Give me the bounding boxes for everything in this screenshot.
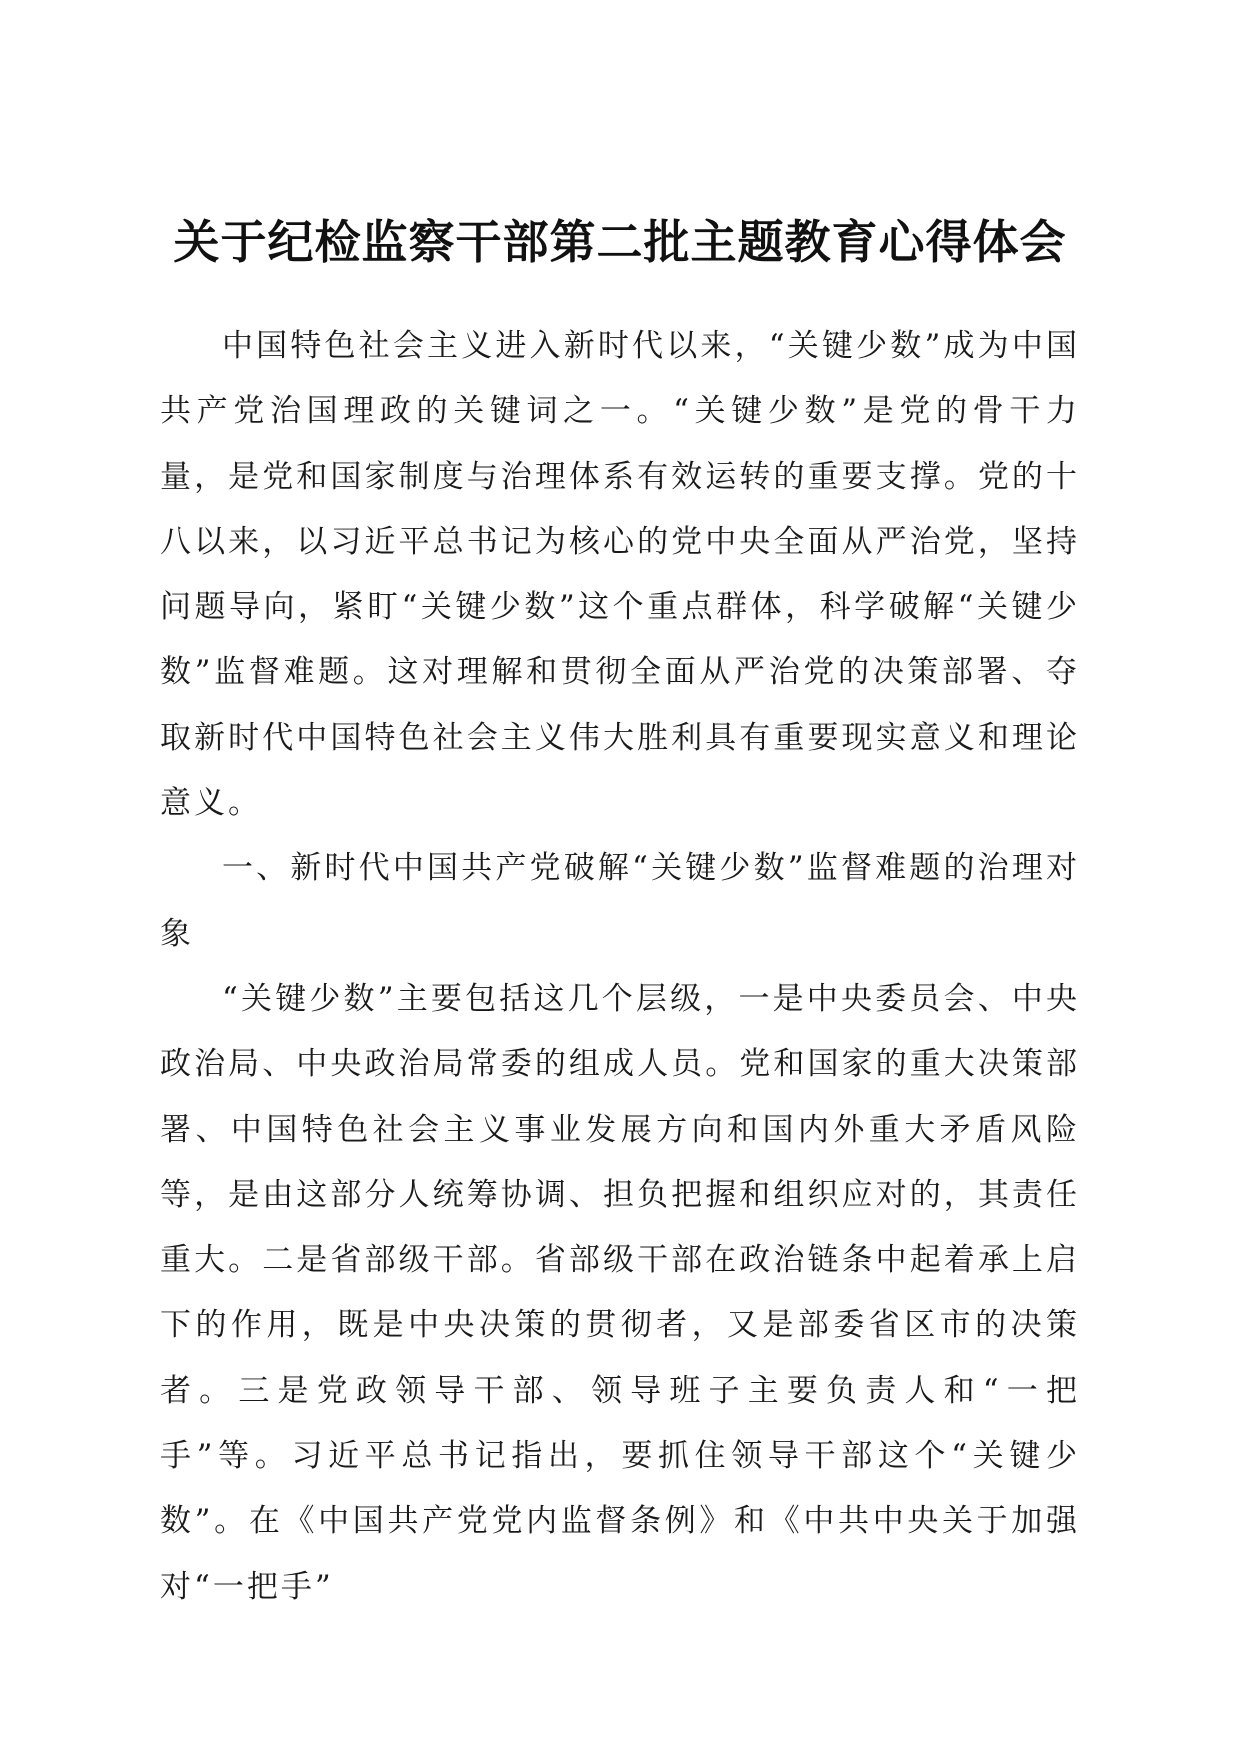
document-title: 关于纪检监察干部第二批主题教育心得体会 bbox=[173, 215, 1067, 269]
paragraph-intro: 中国特色社会主义进入新时代以来，“关键少数”成为中国共产党治国理政的关键词之一。“关键少数”是党的骨干力量，是党和国家制度与治理体系有效运转的重要支撑。党的十八以来，以习近平总书记为核心的党中央全面从严治党，坚持问题导向，紧盯“关键少数”这个重点群体，科学破解“关键少数”监督难题。这对理解和贯彻全面从严治党的决策部署、夺取新时代中国特色社会主义伟大胜利具有重要现实意义和理论意义。 bbox=[160, 328, 1080, 822]
section-heading-1: 一、新时代中国共产党破解“关键少数”监督难题的治理对象 bbox=[160, 850, 1080, 952]
paragraph-levels: “关键少数”主要包括这几个层级，一是中央委员会、中央政治局、中央政治局常委的组成人员。党和国家的重大决策部署、中国特色社会主义事业发展方向和国内外重大矛盾风险等，是由这部分人统筹协调、担负把握和组织应对的，其责任重大。二是省部级干部。省部级干部在政治链条中起着承上启下的作用，既是中央决策的贯彻者，又是部委省区市的决策者。三是党政领导干部、领导班子主要负责人和“一把手”等。习近平总书记指出，要抓住领导干部这个“关键少数”。在《中国共产党党内监督条例》和《中共中央关于加强对“一把手” bbox=[160, 980, 1080, 1605]
document-body bbox=[160, 314, 1080, 1620]
